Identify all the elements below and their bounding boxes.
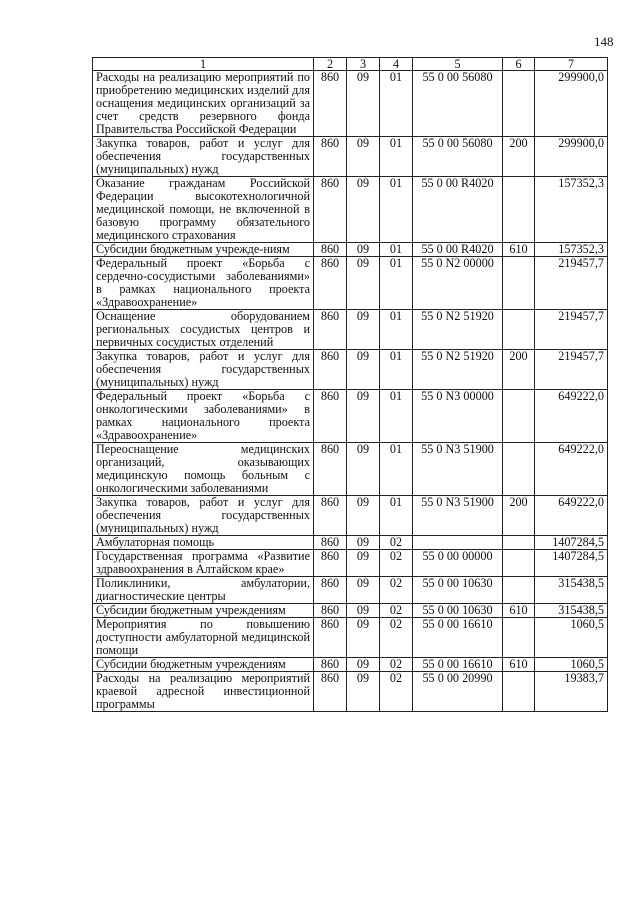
table-row <box>93 310 608 350</box>
section-code: 09 <box>347 350 380 390</box>
section-code: 09 <box>347 618 380 658</box>
row-name: Субсидии бюджетным учреждениям <box>93 604 314 618</box>
table-row <box>93 550 608 577</box>
admin-code: 860 <box>314 71 347 137</box>
target-article-code: 55 0 00 R4020 <box>413 177 503 243</box>
target-article-code: 55 0 00 16610 <box>413 658 503 672</box>
table-row <box>93 536 608 550</box>
target-article-code: 55 0 N2 00000 <box>413 257 503 310</box>
table-body <box>93 71 608 712</box>
section-code: 09 <box>347 137 380 177</box>
amount: 315438,5 <box>535 577 608 604</box>
target-article-code: 55 0 N3 51900 <box>413 496 503 536</box>
expense-type-code <box>503 71 535 137</box>
expense-type-code <box>503 390 535 443</box>
amount: 219457,7 <box>535 350 608 390</box>
expense-type-code <box>503 443 535 496</box>
amount: 315438,5 <box>535 604 608 618</box>
table-row <box>93 71 608 137</box>
expense-type-code <box>503 257 535 310</box>
table-row <box>93 177 608 243</box>
row-name: Оснащение оборудованием региональных сосудистых центров и первичных сосудистых отделений <box>93 310 314 350</box>
row-name: Мероприятия по повышению доступности амбулаторной медицинской помощи <box>93 618 314 658</box>
table-row <box>93 350 608 390</box>
target-article-code: 55 0 00 10630 <box>413 577 503 604</box>
admin-code: 860 <box>314 310 347 350</box>
section-code: 09 <box>347 536 380 550</box>
table-row <box>93 618 608 658</box>
table-row <box>93 443 608 496</box>
subsection-code: 02 <box>380 536 413 550</box>
admin-code: 860 <box>314 243 347 257</box>
expense-type-code <box>503 550 535 577</box>
row-name: Федеральный проект «Борьба с сердечно-сосудистыми заболеваниями» в рамках национального проекта «Здравоохранение» <box>93 257 314 310</box>
section-code: 09 <box>347 550 380 577</box>
table-row <box>93 496 608 536</box>
expense-type-code <box>503 536 535 550</box>
section-code: 09 <box>347 672 380 712</box>
section-code: 09 <box>347 577 380 604</box>
header-col-5: 5 <box>413 58 503 71</box>
amount: 157352,3 <box>535 243 608 257</box>
table-row <box>93 243 608 257</box>
table-row <box>93 604 608 618</box>
header-col-4: 4 <box>380 58 413 71</box>
amount: 649222,0 <box>535 390 608 443</box>
row-name: Субсидии бюджетным учреждениям <box>93 658 314 672</box>
admin-code: 860 <box>314 443 347 496</box>
header-row <box>93 58 608 71</box>
target-article-code: 55 0 N2 51920 <box>413 310 503 350</box>
section-code: 09 <box>347 390 380 443</box>
target-article-code: 55 0 00 56080 <box>413 137 503 177</box>
subsection-code: 02 <box>380 577 413 604</box>
expense-type-code <box>503 618 535 658</box>
subsection-code: 01 <box>380 350 413 390</box>
row-name: Расходы на реализацию мероприятий краевой адресной инвестиционной программы <box>93 672 314 712</box>
row-name: Закупка товаров, работ и услуг для обеспечения государственных (муниципальных) нужд <box>93 496 314 536</box>
amount: 219457,7 <box>535 310 608 350</box>
expense-type-code: 200 <box>503 496 535 536</box>
admin-code: 860 <box>314 672 347 712</box>
amount: 157352,3 <box>535 177 608 243</box>
admin-code: 860 <box>314 390 347 443</box>
target-article-code: 55 0 00 10630 <box>413 604 503 618</box>
target-article-code: 55 0 00 56080 <box>413 71 503 137</box>
expense-type-code: 610 <box>503 658 535 672</box>
target-article-code: 55 0 N3 51900 <box>413 443 503 496</box>
expense-type-code <box>503 672 535 712</box>
table-row <box>93 672 608 712</box>
row-name: Закупка товаров, работ и услуг для обеспечения государственных (муниципальных) нужд <box>93 350 314 390</box>
expense-type-code <box>503 577 535 604</box>
expense-type-code: 610 <box>503 243 535 257</box>
subsection-code: 01 <box>380 496 413 536</box>
section-code: 09 <box>347 243 380 257</box>
section-code: 09 <box>347 257 380 310</box>
subsection-code: 01 <box>380 310 413 350</box>
target-article-code: 55 0 00 R4020 <box>413 243 503 257</box>
table-row <box>93 390 608 443</box>
expense-type-code <box>503 310 535 350</box>
subsection-code: 01 <box>380 257 413 310</box>
admin-code: 860 <box>314 550 347 577</box>
row-name: Амбулаторная помощь <box>93 536 314 550</box>
admin-code: 860 <box>314 536 347 550</box>
admin-code: 860 <box>314 496 347 536</box>
admin-code: 860 <box>314 177 347 243</box>
amount: 299900,0 <box>535 71 608 137</box>
subsection-code: 01 <box>380 137 413 177</box>
row-name: Закупка товаров, работ и услуг для обеспечения государственных (муниципальных) нужд <box>93 137 314 177</box>
amount: 1407284,5 <box>535 550 608 577</box>
admin-code: 860 <box>314 577 347 604</box>
target-article-code: 55 0 N3 00000 <box>413 390 503 443</box>
admin-code: 860 <box>314 350 347 390</box>
section-code: 09 <box>347 443 380 496</box>
subsection-code: 02 <box>380 618 413 658</box>
section-code: 09 <box>347 71 380 137</box>
subsection-code: 01 <box>380 71 413 137</box>
target-article-code: 55 0 00 20990 <box>413 672 503 712</box>
row-name: Расходы на реализацию мероприятий по приобретению медицинских изделий для оснащения медицинских организаций за счет средств резервного фонда Правительства Российской Федерации <box>93 71 314 137</box>
target-article-code <box>413 536 503 550</box>
admin-code: 860 <box>314 257 347 310</box>
header-col-7: 7 <box>535 58 608 71</box>
header-col-1: 1 <box>93 58 314 71</box>
amount: 299900,0 <box>535 137 608 177</box>
table-row <box>93 577 608 604</box>
section-code: 09 <box>347 310 380 350</box>
admin-code: 860 <box>314 604 347 618</box>
expense-type-code: 200 <box>503 350 535 390</box>
target-article-code: 55 0 00 00000 <box>413 550 503 577</box>
amount: 649222,0 <box>535 496 608 536</box>
header-col-2: 2 <box>314 58 347 71</box>
subsection-code: 01 <box>380 443 413 496</box>
expense-type-code: 200 <box>503 137 535 177</box>
section-code: 09 <box>347 604 380 618</box>
row-name: Переоснащение медицинских организаций, оказывающих медицинскую помощь больным с онкологическими заболеваниями <box>93 443 314 496</box>
table-row <box>93 658 608 672</box>
admin-code: 860 <box>314 658 347 672</box>
section-code: 09 <box>347 177 380 243</box>
section-code: 09 <box>347 658 380 672</box>
subsection-code: 02 <box>380 658 413 672</box>
amount: 1060,5 <box>535 658 608 672</box>
row-name: Федеральный проект «Борьба с онкологическими заболеваниями» в рамках национального проекта «Здравоохранение» <box>93 390 314 443</box>
amount: 219457,7 <box>535 257 608 310</box>
admin-code: 860 <box>314 137 347 177</box>
expense-type-code <box>503 177 535 243</box>
header-col-3: 3 <box>347 58 380 71</box>
target-article-code: 55 0 N2 51920 <box>413 350 503 390</box>
subsection-code: 02 <box>380 604 413 618</box>
table-row <box>93 257 608 310</box>
amount: 19383,7 <box>535 672 608 712</box>
row-name: Субсидии бюджетным учрежде-ниям <box>93 243 314 257</box>
subsection-code: 02 <box>380 550 413 577</box>
amount: 1060,5 <box>535 618 608 658</box>
admin-code: 860 <box>314 618 347 658</box>
row-name: Оказание гражданам Российской Федерации высокотехнологичной медицинской помощи, не включенной в базовую программу обязательного медицинского страхования <box>93 177 314 243</box>
row-name: Государственная программа «Развитие здравоохранения в Алтайском крае» <box>93 550 314 577</box>
amount: 649222,0 <box>535 443 608 496</box>
amount: 1407284,5 <box>535 536 608 550</box>
target-article-code: 55 0 00 16610 <box>413 618 503 658</box>
section-code: 09 <box>347 496 380 536</box>
subsection-code: 01 <box>380 177 413 243</box>
subsection-code: 01 <box>380 243 413 257</box>
row-name: Поликлиники, амбулатории, диагностические центры <box>93 577 314 604</box>
subsection-code: 01 <box>380 390 413 443</box>
expense-type-code: 610 <box>503 604 535 618</box>
table-row <box>93 137 608 177</box>
budget-table <box>92 57 608 712</box>
header-col-6: 6 <box>503 58 535 71</box>
page-number: 148 <box>594 34 614 49</box>
subsection-code: 02 <box>380 672 413 712</box>
